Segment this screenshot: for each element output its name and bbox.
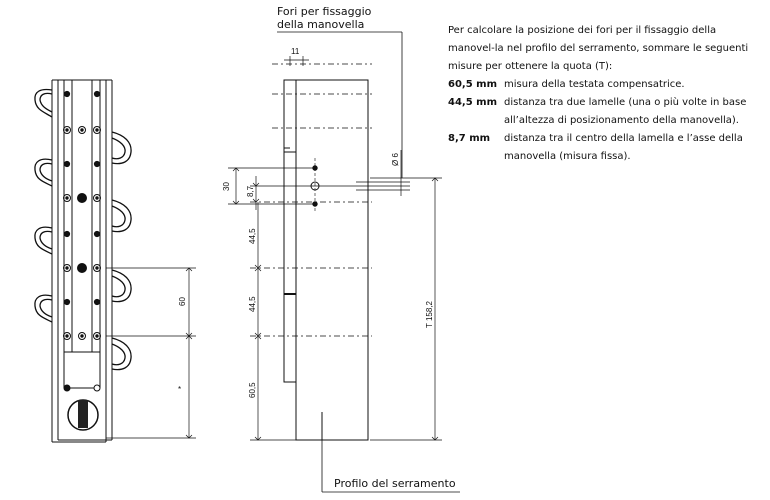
reference-lines [250,64,372,336]
dim-diameter-6: Ø 6 [391,153,400,166]
note-value: 8,7 mm [448,133,491,144]
dim-44-5-a: 44,5 [248,228,257,244]
left-dimension-lines [106,268,196,438]
dim-width-11: 11 [291,47,300,56]
guide-holes [64,91,101,339]
dim-30: 30 [222,182,231,191]
louver-guide-assembly [52,80,112,442]
profile-callout: Profilo del serramento [334,477,456,490]
dim-8-7: 8,7 [246,185,255,197]
note-item [448,94,764,130]
note-item [448,76,764,94]
dim-60-5: 60,5 [248,382,257,398]
calculation-notes [448,22,764,166]
window-profile [284,80,368,440]
dim-hole-spacing: 60 [178,297,187,306]
note-value: 60,5 mm [448,79,497,90]
dim-total-t: T 158,2 [425,301,434,328]
note-item [448,130,764,166]
dim-star: * [178,385,182,394]
note-value: 44,5 mm [448,97,497,108]
note-text: distanza tra il centro della lamella e l’asse della manovella (misura fissa). [504,133,743,162]
notes-intro: Per calcolare la posizione dei fori per il fissaggio della manovel-la nel profilo del serramento, sommare le seguenti misure per ottenere la quota (T): [448,25,749,72]
holes-callout-line2: della manovella [277,18,365,31]
profile-dimension-lines [228,56,442,440]
louver-hook-right [112,132,131,370]
note-text: misura della testata compensatrice. [504,79,685,90]
holes-callout-line1: Fori per fissaggio [277,5,372,18]
note-text: distanza tra due lamelle (una o più volte in base all’altezza di posizionamento della manovella). [504,97,747,126]
louver-hook-left [35,89,52,322]
dim-44-5-b: 44,5 [248,296,257,312]
